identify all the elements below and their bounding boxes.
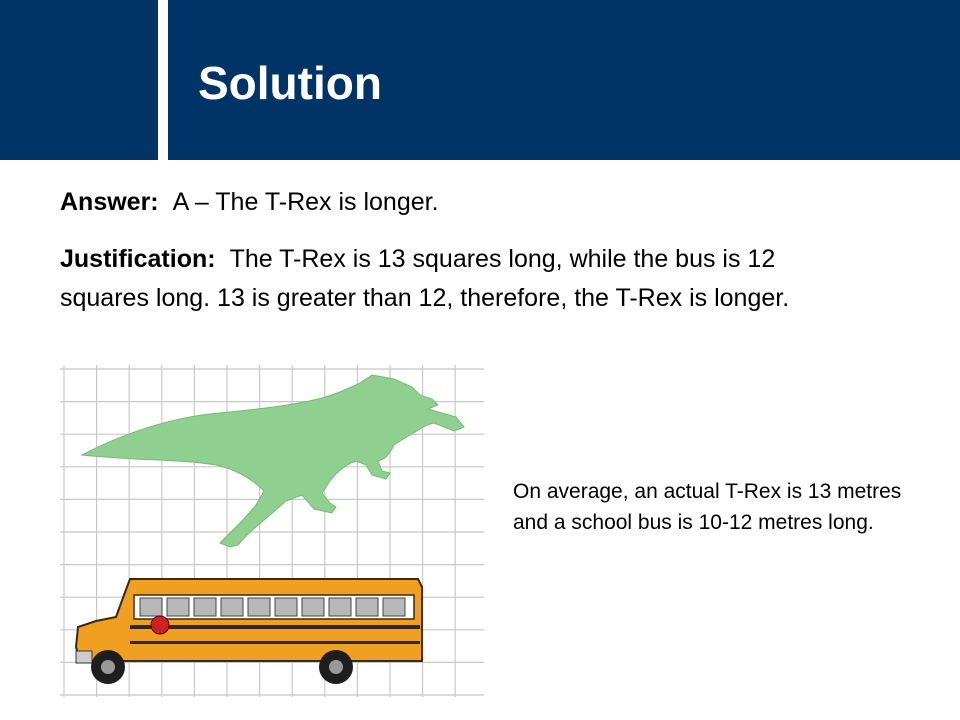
header-accent-block: [0, 0, 158, 160]
trex-bus-grid-figure: [60, 365, 484, 697]
slide-title: Solution: [198, 57, 382, 109]
justification-text: The T-Rex is 13 squares long, while the bus is 12 squares long. 13 is greater than 12, therefore, the T-Rex is longer.: [60, 245, 790, 312]
justification-paragraph: [60, 240, 860, 318]
side-note: On average, an actual T-Rex is 13 metres and a school bus is 10-12 metres long.: [513, 480, 902, 534]
justification-label: Justification:: [60, 245, 216, 273]
answer-label: Answer:: [60, 188, 159, 216]
answer-line: [60, 184, 860, 220]
answer-text: A – The T-Rex is longer.: [172, 188, 439, 216]
